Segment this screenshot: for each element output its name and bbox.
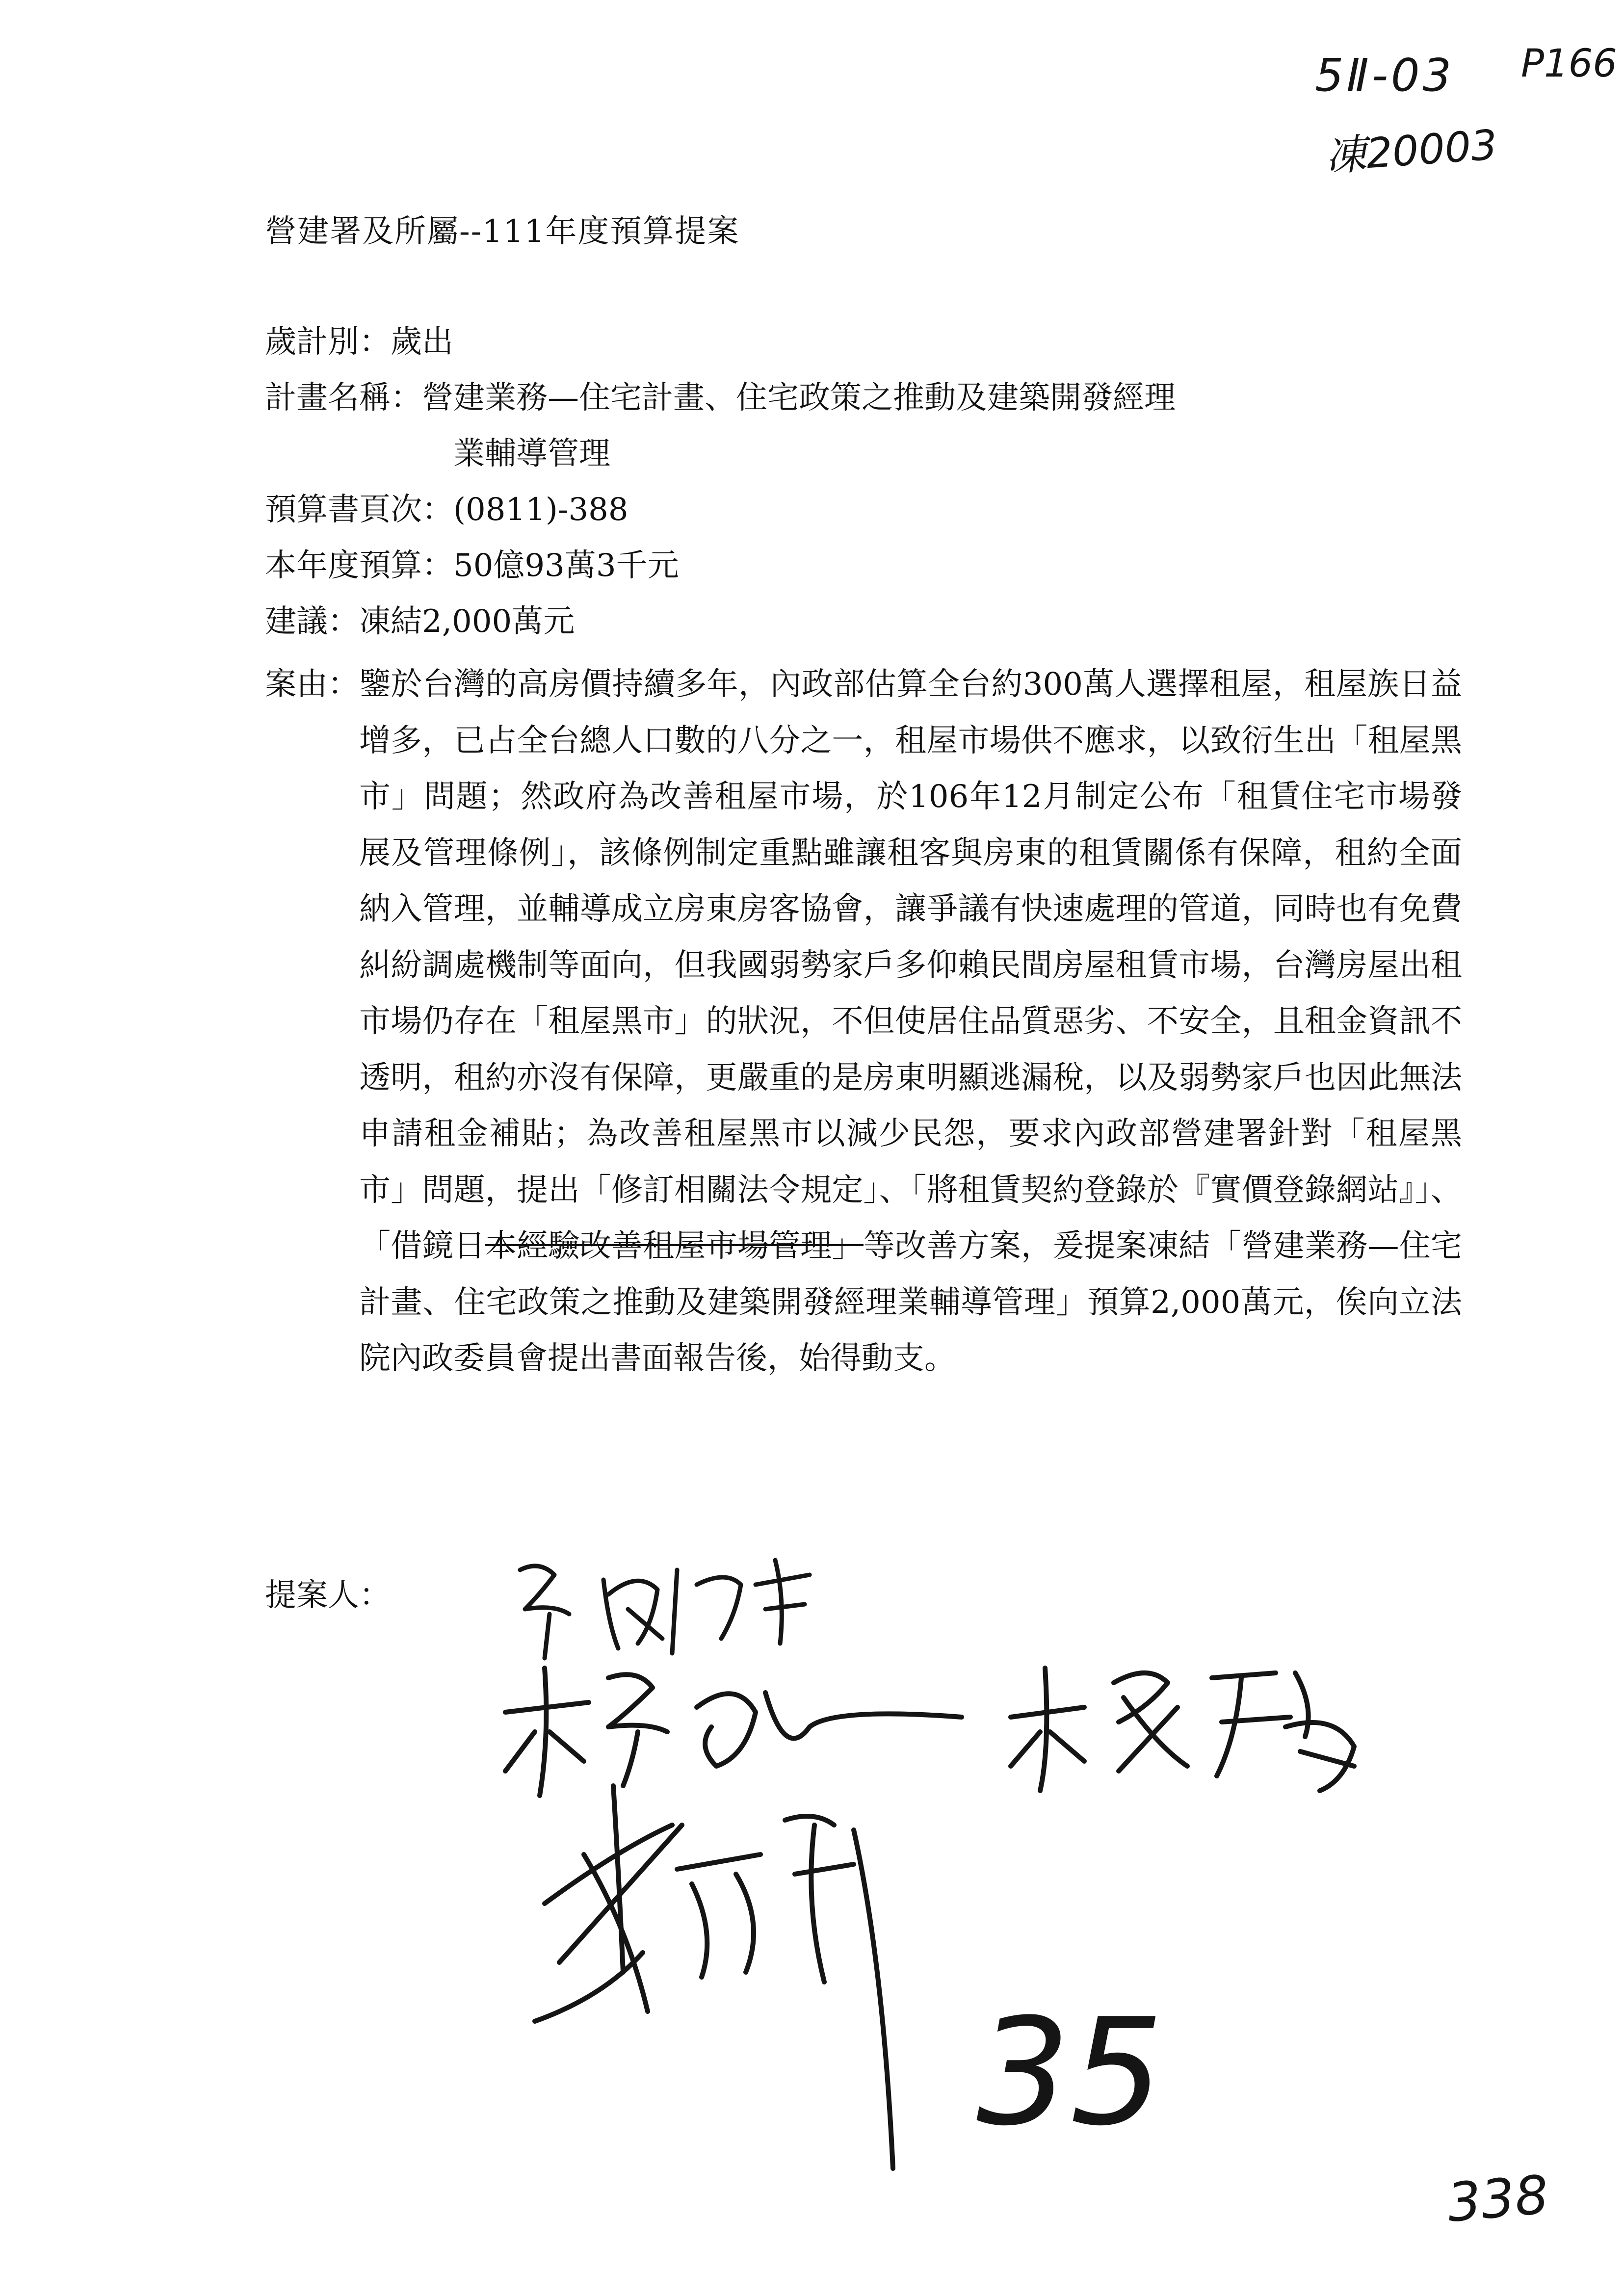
- handwritten-freeze-number: 凍20003: [1323, 120, 1499, 181]
- reason-text-part1: 鑒於台灣的高房價持續多年，內政部估算全台約300萬人選擇租屋，租屋族日益增多，已占全台總人口數的八分之一，租屋市場供不應求，以致衍生出「租屋黑市」問題；然政府為改善租屋市場，於106年12月制定公布「租賃住宅市場發展及管理條例」，該條例制定重點雖讓租客與房東的租賃關係有保障，租約全面納入管理，並輔導成立房東房客協會，讓爭議有快速處理的管道，同時也有免費糾紛調處機制等面向，但我國弱勢家戶多仰賴民間房屋租賃市場，台灣房屋出租市場仍存在「租屋黑市」的狀況，不但使居住品質惡劣、不安全，且租金資訊不透明，租約亦沒有保障，更嚴重的是房東明顯逃漏稅，以及弱勢家戶也因此無法申請租金補貼；為改善租屋黑市以減少民怨，要求內政部營建署針對「租屋黑市」問題，提出「修訂相關法令規定」: [359, 666, 1462, 1208]
- handwritten-page-number: 338: [1444, 2164, 1551, 2234]
- document-title: 營建署及所屬--111年度預算提案: [265, 213, 740, 250]
- plan-type-row: [265, 314, 1462, 370]
- struck-text-2: 本經驗改善租屋市場管理」: [485, 1228, 864, 1264]
- handwritten-code: 5Ⅱ-03: [1315, 49, 1455, 102]
- budget-page-value: (0811)-388: [453, 492, 629, 528]
- suggestion-label: 建議：: [265, 603, 359, 640]
- plan-name-label: 計畫名稱：: [265, 380, 422, 416]
- plan-name-continuation: 業輔導管理: [453, 436, 610, 472]
- suggestion-row: [265, 594, 1462, 650]
- plan-name-value: 營建業務—住宅計畫、住宅政策之推動及建築開發經理: [422, 380, 1176, 416]
- budget-page-label: 預算書頁次：: [265, 492, 453, 528]
- plan-type-value: 歲出: [391, 324, 453, 360]
- annual-budget-label: 本年度預算：: [265, 548, 453, 584]
- annual-budget-row: [265, 538, 1462, 594]
- suggestion-value: 凍結2,000萬元: [359, 603, 575, 640]
- struck-text-1: 、「將租賃契約登錄於『實價登錄網站』」、「借鏡日: [359, 1172, 1463, 1264]
- plan-type-label: 歲計別：: [265, 324, 391, 360]
- proposer-label: 提案人：: [265, 1577, 391, 1614]
- handwritten-page-ref: P166: [1521, 42, 1617, 86]
- handwritten-big-number: 35: [976, 1987, 1164, 2158]
- reason-section: [265, 656, 1462, 1387]
- budget-page-row: [265, 482, 1462, 538]
- signature-3: [1001, 1648, 1374, 1805]
- reason-text: [359, 656, 1462, 1387]
- budget-fields: [265, 314, 1462, 650]
- reason-label: 案由：: [265, 666, 359, 703]
- plan-name-row: [265, 370, 1462, 426]
- annual-budget-value: 50億93萬3千元: [453, 548, 679, 584]
- signature-4: [530, 1766, 932, 2188]
- reason-text-part2: 等改善方案，爰提案凍結「營建業務—住宅計畫、住宅政策之推動及建築開發經理業輔導管理」預算2,000萬元，俟向立法院內政委員會提出書面報告後，始得動支。: [359, 1228, 1463, 1377]
